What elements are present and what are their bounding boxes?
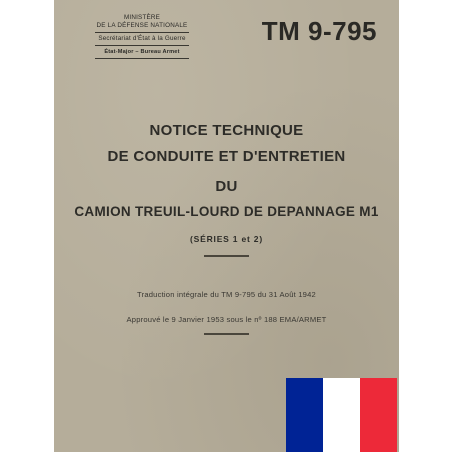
french-flag-icon — [286, 378, 397, 452]
title-line-3: DU — [215, 178, 238, 195]
title-line-1: NOTICE TECHNIQUE — [149, 122, 304, 139]
ministry-line-2: DE LA DÉFENSE NATIONALE — [96, 22, 188, 29]
approval-note: Approuvé le 9 Janvier 1953 sous le nº 188 EMA/ARMET — [126, 315, 327, 324]
ministry-line-4: État-Major – Bureau Armet — [104, 49, 180, 55]
flag-blue-band — [286, 378, 323, 452]
header-divider — [95, 58, 189, 59]
divider-dash — [204, 255, 249, 257]
divider-dash — [204, 333, 249, 335]
flag-white-band — [323, 378, 360, 452]
header-divider — [95, 32, 189, 33]
manual-code: TM 9-795 — [261, 16, 377, 46]
series-subtitle: (SÉRIES 1 et 2) — [190, 234, 263, 244]
ministry-header — [54, 14, 230, 61]
translation-note: Traduction intégrale du TM 9-795 du 31 Août 1942 — [137, 290, 316, 299]
flag-red-band — [360, 378, 397, 452]
ministry-line-3: Secrétariat d'État à la Guerre — [98, 35, 186, 42]
title-line-2: DE CONDUITE ET D'ENTRETIEN — [107, 148, 346, 165]
ministry-line-1: MINISTÈRE — [123, 14, 161, 21]
title-line-4: CAMION TREUIL-LOURD DE DEPANNAGE M1 — [74, 204, 379, 219]
header-divider — [95, 45, 189, 46]
